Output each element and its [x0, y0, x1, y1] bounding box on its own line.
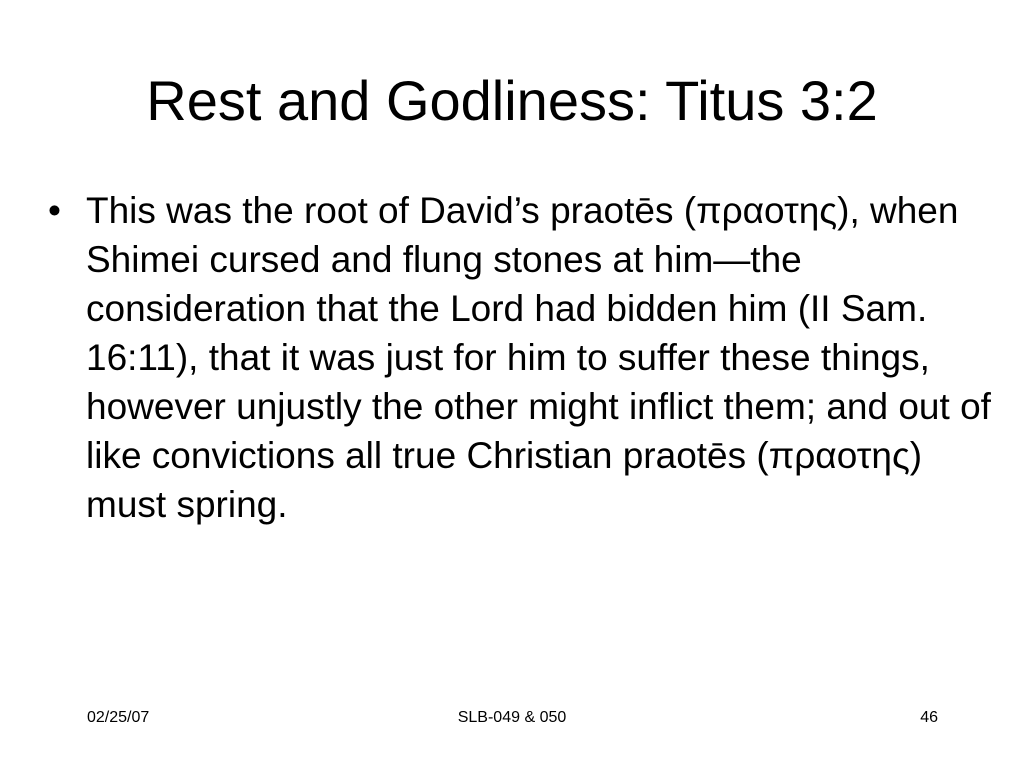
bullet-text: This was the root of David’s praotēs (πραοτης), when Shimei cursed and flung stones at him—the consideration that the Lord had bidden him (II Sam. 16:11), that it was just for him to suffer these things, however unjustly the other might inflict them; and out of like convictions all true Christian praotēs (πραοτης) must spring. — [86, 190, 991, 525]
bullet-list — [48, 186, 998, 529]
slide-title: Rest and Godliness: Titus 3:2 — [146, 69, 878, 132]
slide-number: 46 — [920, 709, 938, 726]
footer-center-text: SLB-049 & 050 — [457, 709, 567, 726]
footer-date: 02/25/07 — [87, 709, 150, 726]
bullet-item — [48, 186, 998, 529]
bullet-icon: • — [48, 190, 61, 231]
